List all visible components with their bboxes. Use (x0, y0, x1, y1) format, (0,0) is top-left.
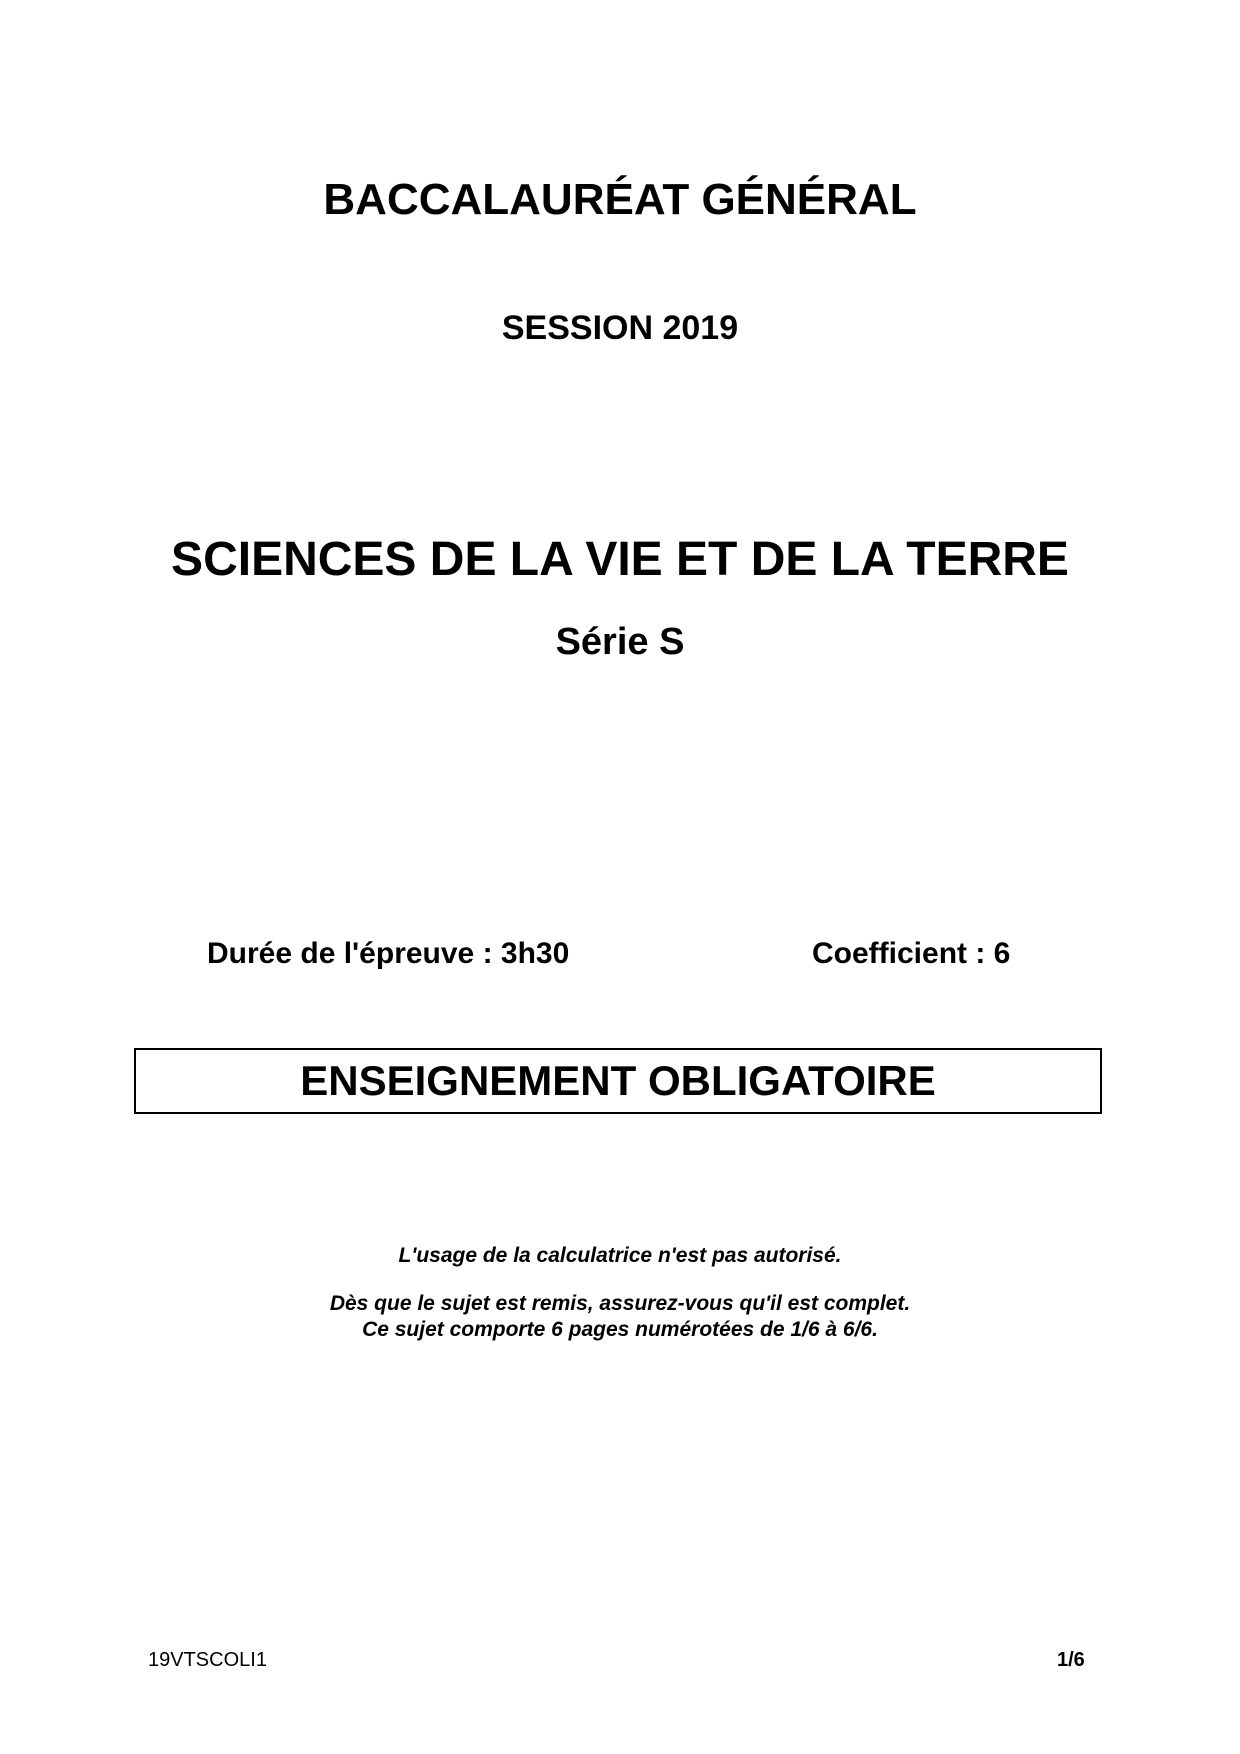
session-year: SESSION 2019 (501, 309, 739, 347)
calculator-notice: L'usage de la calculatrice n'est pas autorisé. (398, 1244, 842, 1267)
series-label: Série S (555, 621, 685, 663)
completeness-notice: Dès que le sujet est remis, assurez-vous qu'il est complet. (329, 1292, 911, 1315)
track-box (134, 1048, 1102, 1114)
exam-title: BACCALAURÉAT GÉNÉRAL (323, 175, 917, 224)
exam-duration: Durée de l'épreuve : 3h30 (207, 937, 570, 970)
subject-title: SCIENCES DE LA VIE ET DE LA TERRE (171, 533, 1069, 586)
exam-coefficient: Coefficient : 6 (812, 937, 1011, 970)
subject-code: 19VTSCOLI1 (148, 1649, 267, 1671)
page-number: 1/6 (1057, 1649, 1085, 1671)
track-label: ENSEIGNEMENT OBLIGATOIRE (300, 1057, 936, 1104)
page-count-notice: Ce sujet comporte 6 pages numérotées de 1/6 à 6/6. (362, 1318, 878, 1341)
